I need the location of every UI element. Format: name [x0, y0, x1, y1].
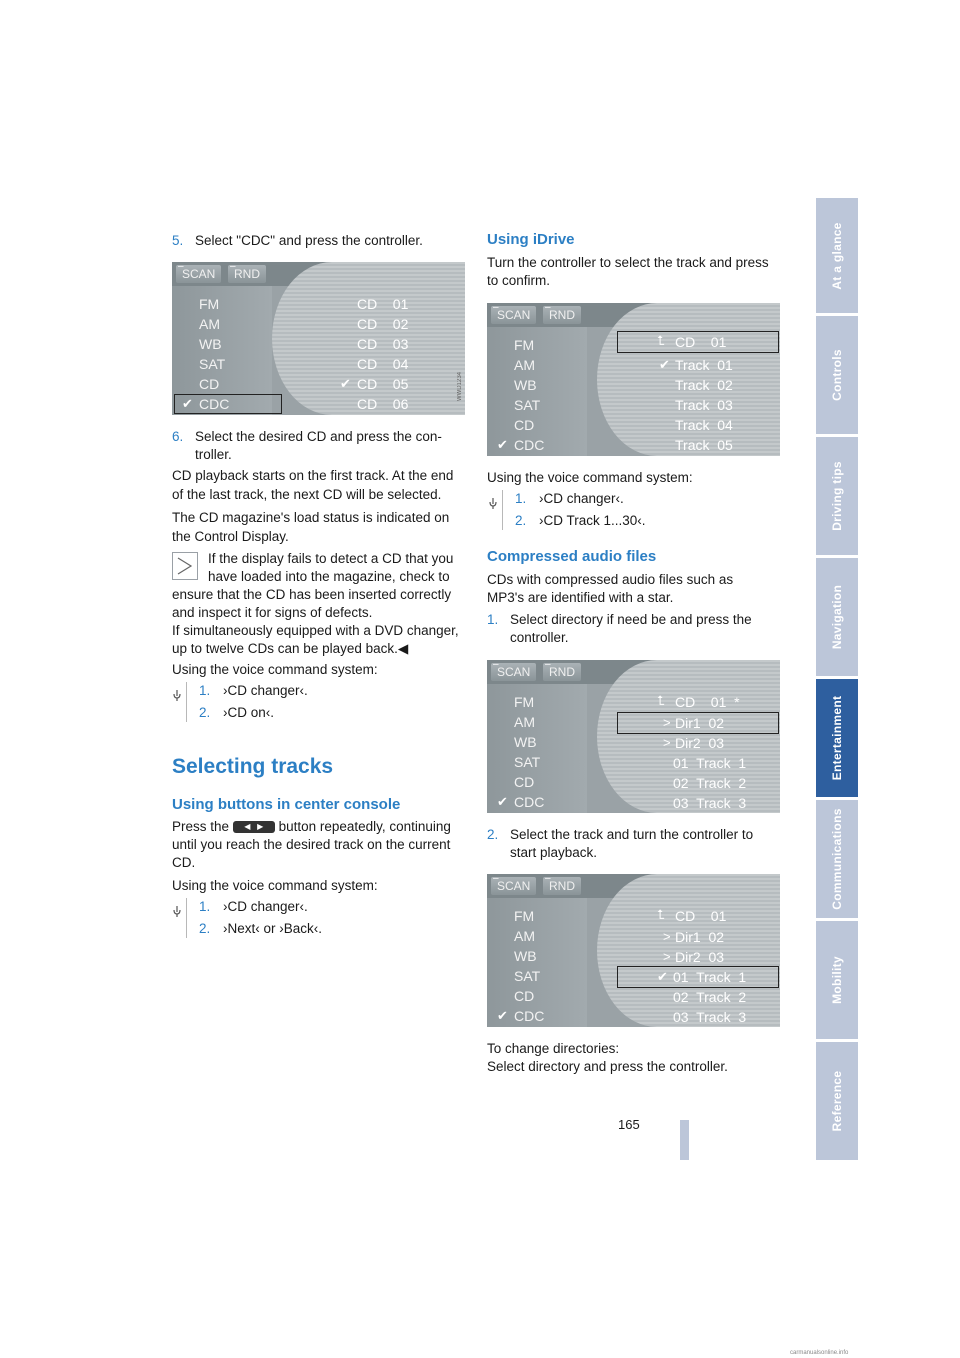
chevron-right-icon: >	[663, 715, 671, 730]
menu-item-am: AM	[514, 928, 535, 944]
menu-item-cdc: CDC	[514, 437, 545, 453]
cd-item: CD 04	[357, 356, 409, 372]
track-item: 03 Track 3	[673, 1009, 747, 1025]
footer-watermark: carmanualsonline.info	[790, 1350, 849, 1356]
directory-item: Dir2 03	[675, 735, 725, 751]
check-icon: ✔	[182, 396, 193, 411]
check-icon: ✔	[497, 794, 508, 809]
scan-button: ‒ SCAN	[491, 877, 536, 895]
rnd-button: ‒ RND	[228, 265, 266, 283]
step-text-line1: Select the desired CD and press the con-	[195, 429, 442, 444]
tab-reference[interactable]: Reference	[816, 1042, 858, 1160]
voice-intro: Using the voice command system:	[487, 470, 693, 485]
step-text: Select "CDC" and press the controller.	[195, 233, 423, 248]
track-item: 01 Track 1	[673, 969, 747, 985]
tab-navigation[interactable]: Navigation	[816, 558, 858, 676]
screenshot-directory-select	[487, 660, 780, 813]
check-icon: ✔	[657, 969, 668, 984]
step-number: 5.	[172, 233, 184, 248]
track-item: Track 02	[675, 377, 733, 393]
voice-command: 2. ›CD Track 1...30‹.	[515, 513, 646, 528]
menu-item-fm: FM	[514, 908, 535, 924]
step-text-line2: start playback.	[510, 845, 598, 860]
scan-button: ‒ SCAN	[176, 265, 221, 283]
track-item: Track 05	[675, 437, 733, 453]
microphone-icon	[171, 688, 183, 702]
note-line: and inspect it for signs of defects.	[172, 605, 373, 620]
voice-command-block	[502, 490, 646, 530]
step-text-line1: Select the track and turn the controller to	[510, 827, 754, 842]
voice-command: 2. ›Next‹ or ›Back‹.	[199, 921, 323, 936]
chevron-right-icon: >	[663, 929, 671, 944]
step-2	[487, 826, 787, 866]
chevron-right-icon: >	[663, 949, 671, 964]
press-line: Press the ◀ ▶ button repeatedly, continuing	[172, 819, 451, 834]
track-item: 01 Track 1	[673, 755, 747, 771]
back-arrow-icon: ⮤	[657, 693, 665, 708]
image-code: WWD1234	[457, 372, 463, 402]
change-line: To change directories:	[487, 1041, 620, 1056]
step-number: 6.	[172, 429, 184, 444]
menu-item-fm: FM	[199, 296, 220, 312]
menu-item-cd: CD	[514, 774, 535, 790]
voice-command: 1. ›CD changer‹.	[515, 491, 624, 506]
directory-item: CD 01 *	[675, 694, 740, 710]
voice-command: 1. ›CD changer‹.	[199, 683, 308, 698]
screenshot-track-playback	[487, 874, 780, 1027]
menu-item-am: AM	[199, 316, 220, 332]
directory-item: Dir1 02	[675, 929, 725, 945]
press-line: until you reach the desired track on the current	[172, 837, 451, 852]
press-line: CD.	[172, 855, 196, 870]
directory-item: Dir2 03	[675, 949, 725, 965]
cd-item: CD 03	[357, 336, 409, 352]
voice-command: 2. ›CD on‹.	[199, 705, 275, 720]
rnd-button: ‒ RND	[543, 663, 581, 681]
page-number: 165	[618, 1117, 640, 1132]
track-item: 02 Track 2	[673, 989, 747, 1005]
back-arrow-icon: ⮤	[657, 333, 665, 348]
step-1	[487, 611, 787, 651]
tab-mobility[interactable]: Mobility	[816, 921, 858, 1039]
change-line: Select directory and press the controller.	[487, 1059, 728, 1074]
menu-item-wb: WB	[199, 336, 222, 352]
menu-item-fm: FM	[514, 694, 535, 710]
menu-item-cdc: CDC	[514, 1008, 545, 1024]
step-text-line2: controller.	[510, 630, 569, 645]
rnd-button: ‒ RND	[543, 306, 581, 324]
track-item: 03 Track 3	[673, 795, 747, 811]
skip-button-icon: ◀ ▶	[233, 821, 275, 833]
cd-item: CD 01	[357, 296, 409, 312]
step-5	[172, 232, 472, 252]
rnd-button: ‒ RND	[543, 877, 581, 895]
menu-item-wb: WB	[514, 948, 537, 964]
menu-item-sat: SAT	[514, 968, 541, 984]
step-number: 2.	[487, 827, 499, 842]
note-line: have loaded into the magazine, check to	[208, 569, 450, 584]
menu-item-cd: CD	[514, 417, 535, 433]
directory-item: Dir1 02	[675, 715, 725, 731]
step-text-line2: troller.	[195, 447, 232, 462]
note-line: up to twelve CDs can be played back.◀	[172, 641, 409, 656]
menu-item-sat: SAT	[514, 754, 541, 770]
cd-item: CD 05	[357, 376, 409, 392]
note-line: If the display fails to detect a CD that you	[208, 551, 454, 566]
track-item: Track 03	[675, 397, 733, 413]
menu-item-am: AM	[514, 714, 535, 730]
subsection-title: Compressed audio files	[487, 548, 657, 565]
scan-button: ‒ SCAN	[491, 306, 536, 324]
paragraph-playback: CD playback starts on the first track. At the end of the last track, the next CD will be selected.	[172, 468, 454, 502]
step-number: 1.	[487, 612, 499, 627]
mp3-line: MP3's are identified with a star.	[487, 590, 674, 605]
paragraph-load-status: The CD magazine's load status is indicated on the Control Display.	[172, 510, 450, 544]
menu-item-cd: CD	[199, 376, 220, 392]
scan-button: ‒ SCAN	[491, 663, 536, 681]
section-title: Selecting tracks	[172, 755, 334, 778]
voice-command-block	[186, 898, 323, 938]
tab-at-a-glance[interactable]: At a glance	[816, 198, 858, 313]
menu-item-wb: WB	[514, 377, 537, 393]
page-marker	[680, 1120, 689, 1160]
track-item: Track 04	[675, 417, 733, 433]
chevron-right-icon: >	[663, 735, 671, 750]
check-icon: ✔	[497, 437, 508, 452]
tab-driving-tips[interactable]: Driving tips	[816, 437, 858, 555]
microphone-icon	[487, 496, 499, 510]
subsection-title: Using iDrive	[487, 231, 575, 248]
menu-item-wb: WB	[514, 734, 537, 750]
menu-item-cd: CD	[514, 988, 535, 1004]
menu-item-cdc: CDC	[514, 794, 545, 810]
check-icon: ✔	[340, 376, 351, 391]
voice-command: 1. ›CD changer‹.	[199, 899, 308, 914]
voice-command-block	[186, 682, 308, 722]
track-item: Track 01	[675, 357, 733, 373]
idrive-line: to confirm.	[487, 273, 551, 288]
microphone-icon	[171, 904, 183, 918]
check-icon: ✔	[497, 1008, 508, 1023]
back-arrow-icon: ⮤	[657, 907, 665, 922]
mp3-line: CDs with compressed audio files such as	[487, 572, 734, 587]
directory-item: CD 01	[675, 908, 727, 924]
idrive-line: Turn the controller to select the track and press	[487, 255, 769, 270]
menu-item-sat: SAT	[199, 356, 226, 372]
voice-intro: Using the voice command system:	[172, 878, 378, 893]
voice-intro: Using the voice command system:	[172, 662, 378, 677]
menu-item-sat: SAT	[514, 397, 541, 413]
screenshot-cd-select	[172, 262, 465, 415]
menu-item-fm: FM	[514, 337, 535, 353]
note-line: ensure that the CD has been inserted correctly	[172, 587, 452, 602]
track-item: 02 Track 2	[673, 775, 747, 791]
tab-communications[interactable]: Communications	[816, 800, 858, 918]
note-arrow-icon	[172, 552, 198, 580]
check-icon: ✔	[659, 357, 670, 372]
note-line: If simultaneously equipped with a DVD changer,	[172, 623, 459, 638]
cd-item: CD 06	[357, 396, 409, 412]
tab-controls[interactable]: Controls	[816, 316, 858, 434]
screenshot-track-select	[487, 303, 780, 456]
menu-item-cdc: CDC	[199, 396, 230, 412]
track-item: CD 01	[675, 334, 727, 350]
tab-entertainment[interactable]: Entertainment	[816, 679, 858, 797]
subsection-title: Using buttons in center console	[172, 796, 401, 813]
step-6	[172, 428, 472, 468]
menu-item-am: AM	[514, 357, 535, 373]
cd-item: CD 02	[357, 316, 409, 332]
step-text-line1: Select directory if need be and press the	[510, 612, 752, 627]
